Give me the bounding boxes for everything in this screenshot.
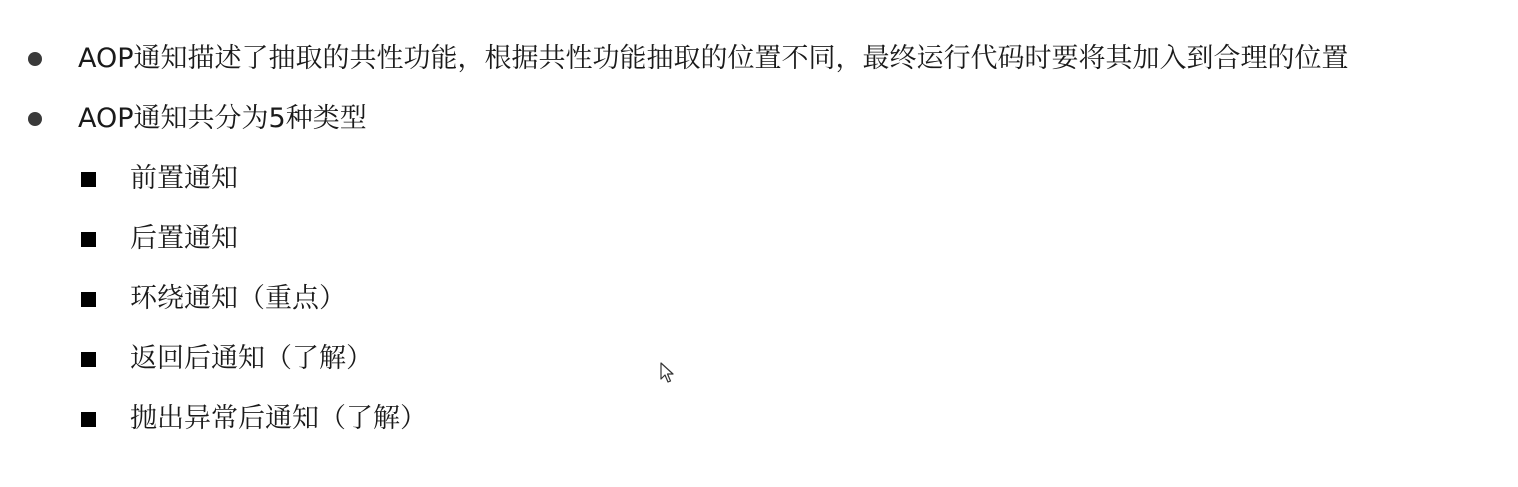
sub-list-item	[81, 339, 373, 379]
square-bullet-icon	[81, 172, 96, 187]
sub-list-item	[81, 219, 238, 259]
sub-list-item-text: 前置通知	[130, 163, 238, 194]
sub-list-item-text: 环绕通知（重点）	[130, 283, 346, 314]
list-item-text: AOP通知描述了抽取的共性功能，根据共性功能抽取的位置不同，最终运行代码时要将其加入到合理的位置	[78, 43, 1349, 74]
list-item-text: AOP通知共分为5种类型	[78, 103, 367, 134]
sub-list-item	[81, 159, 238, 199]
sub-list-item-text: 返回后通知（了解）	[130, 343, 373, 374]
square-bullet-icon	[81, 232, 96, 247]
square-bullet-icon	[81, 412, 96, 427]
circle-bullet-icon	[28, 52, 42, 66]
list-item	[28, 99, 367, 139]
sub-list-item	[81, 399, 427, 439]
sub-list-item-text: 后置通知	[130, 223, 238, 254]
sub-list-item	[81, 279, 346, 319]
list-item	[28, 39, 1349, 79]
square-bullet-icon	[81, 292, 96, 307]
mouse-cursor-icon	[660, 362, 676, 384]
sub-list-item-text: 抛出异常后通知（了解）	[130, 403, 427, 434]
circle-bullet-icon	[28, 112, 42, 126]
square-bullet-icon	[81, 352, 96, 367]
